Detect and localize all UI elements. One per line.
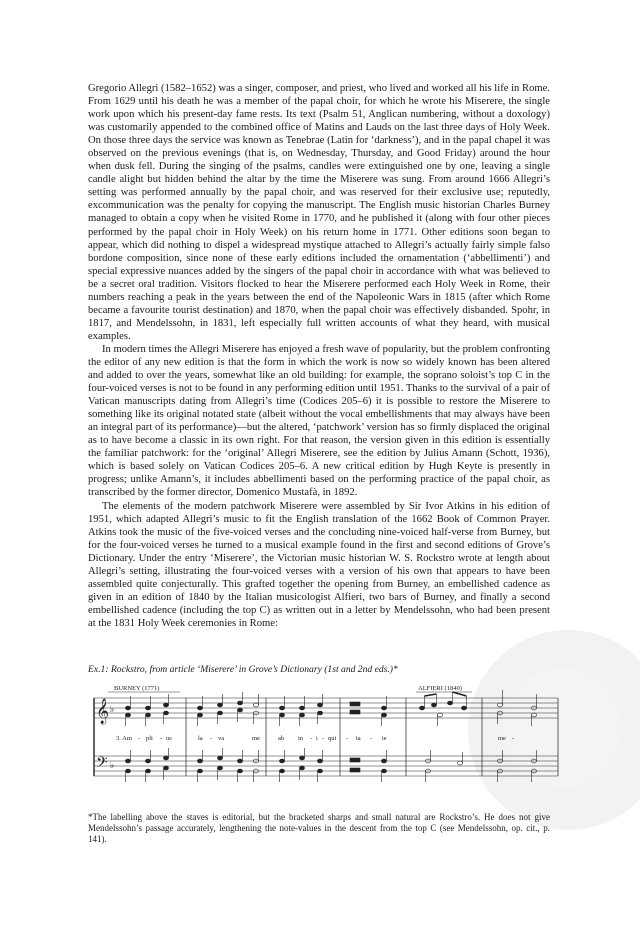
lyric-syllable: 3. Am xyxy=(116,735,132,742)
treble-clef-icon: 𝄞 xyxy=(96,699,110,724)
music-example xyxy=(88,678,564,806)
paragraph-2: In modern times the Allegri Miserere has enjoyed a fresh wave of popularity, but the problem confronting the editor of any new edition is that the form in which the work is now so widely known has been altered and added to over the years, somewhat like an old building: for example, the soprano soloist’s top C in the four-voiced verses is not to be found in any performing edition until 1951. Thanks to the survival of a pair of Vatican manuscripts dating from Allegri’s time (Codices 205–6) it is possible to restore the Miserere to something like its original notated state (albeit without the vocal embellishments that may always have been an integral part of its performance)—but the altered, ‘patchwork’ version has so firmly displaced the original as to have become a classic in its own right. For that reason, the version given in this edition is essentially the familiar patchwork: for the ‘original’ Allegri Miserere, see the edition by Julius Amann (Schott, 1936), which is based solely on Vatican Codices 205–6. A new critical edition by Hugh Keyte is presently in progress; unlike Amann’s, it includes abbellimenti based on the performing practice of the papal choir, as transcribed by the former director, Domenico Mustafà, in 1892. xyxy=(88,343,550,499)
lyric-syllable: va xyxy=(218,735,225,742)
paragraph-1: Gregorio Allegri (1582–1652) was a singer, composer, and priest, who lived and worked all his life in Rome. From 1629 until his death he was a member of the papal choir, for which he wrote his Miserere, the single work upon which his present-day fame rests. Its text (Psalm 51, Anglican numbering, without a doxology) was customarily appended to the combined office of Matins and Lauds on the last three days of Holy Week. On those three days the service was known as Tenebrae (Latin for ‘darkness’), and in the papal chapel it was observed on the previous evenings (that is, on Wednesday, Thursday, and Good Friday) around the hour when dusk fell. During the singing of the psalms, candles were extinguished one by one, leaving a single candle alight but hidden behind the altar by the time the Miserere was sung. From around 1666 Allegri’s setting was performed annually by the papal choir, and was reserved for their exclusive use; reputedly, excommunication was the penalty for copying the manuscript. The English music historian Charles Burney managed to obtain a copy when he visited Rome in 1770, and he published it (along with four other pieces performed by the papal choir in Holy Week) on his return home in 1771. Other editions soon began to appear, which did nothing to dispel a widespread mystique attached to Allegri’s actually fairly simple falso bordone composition, since none of these early editions included the ornamentation (‘abbellimenti’) and special expressive nuances added by the singers of the papal choir in accordance with what was believed to be a secret oral tradition. Visitors flocked to hear the Miserere performed each Holy Week in Rome, their numbers reaching a peak in the years between the end of the Napoleonic Wars in 1815 (after which Rome became a favourite tourist destination) and 1870, when the papal choir was effectively disbanded. Spohr, in 1817, and Mendelssohn, in 1831, left especially full written accounts of what they heard, with musical examples. xyxy=(88,83,550,342)
lyric-syllable: - xyxy=(138,735,141,742)
lyric-syllable: - xyxy=(346,735,349,742)
lyric-syllable: qui xyxy=(328,735,337,742)
footnote: *The labelling above the staves is editorial, but the bracketed sharps and small natural are Rockstro’s. He does not give Mendelssohn’s passage accurately, lengthening the note-values in the descent from the top C (see Mendelssohn, op. cit., p. 141). xyxy=(88,812,550,844)
label-burney: BURNEY (1771) xyxy=(114,685,160,692)
lyric-syllable: us xyxy=(166,735,172,742)
lyric-syllable: - xyxy=(370,735,373,742)
lyric-syllable: in xyxy=(298,735,304,742)
lyric-syllable: ab xyxy=(278,735,285,742)
lyrics-row xyxy=(116,735,514,742)
lyric-syllable: me xyxy=(252,735,260,742)
lyric-syllable: - xyxy=(322,735,325,742)
label-alfieri: ALFIERI (1840) xyxy=(418,685,462,692)
lyric-syllable: - xyxy=(310,735,313,742)
lyric-syllable: - xyxy=(512,735,515,742)
lyric-syllable: la xyxy=(198,735,203,742)
flat-key-signature-treble: ♭ xyxy=(110,705,115,715)
flat-key-signature-bass: ♭ xyxy=(110,761,115,771)
example-caption: Ex.1: Rockstro, from article ‘Miserere’ in Grove’s Dictionary (1st and 2nd eds.)* xyxy=(88,664,398,675)
lyric-syllable: ta xyxy=(356,735,361,742)
bass-clef-icon: 𝄢 xyxy=(96,754,108,775)
lyric-syllable: pli xyxy=(146,735,153,742)
lyric-syllable: me xyxy=(498,735,506,742)
lyric-syllable: - xyxy=(160,735,163,742)
lyric-syllable: i xyxy=(316,735,318,742)
preface-body xyxy=(88,82,550,630)
bass-notes xyxy=(125,748,536,782)
lyric-syllable: - xyxy=(210,735,213,742)
paragraph-3: The elements of the modern patchwork Miserere were assembled by Sir Ivor Atkins in his edition of 1951, which adapted Allegri’s music to fit the English translation of the 1662 Book of Common Prayer. Atkins took the music of the five-voiced verses and the concluding nine-voiced half-verse from Burney, but for the four-voiced verses he turned to a musical example found in the first and second editions of Grove’s Dictionary. Under the entry ‘Miserere’, the Victorian music historian W. S. Rockstro wrote at length about Allegri’s setting, illustrating the four-voiced verses with a version of his own that appears to have been assembled quite conjecturally. This grafted together the opening from Burney, an embellished cadence as given in an edition of 1840 by the Italian musicologist Alfieri, two bars of Burney, and finally a second embellished cadence (including the top C) as written out in a letter by Mendelssohn, who had been present at the 1831 Holy Week ceremonies in Rome: xyxy=(88,500,550,629)
lyric-syllable: te xyxy=(382,735,387,742)
